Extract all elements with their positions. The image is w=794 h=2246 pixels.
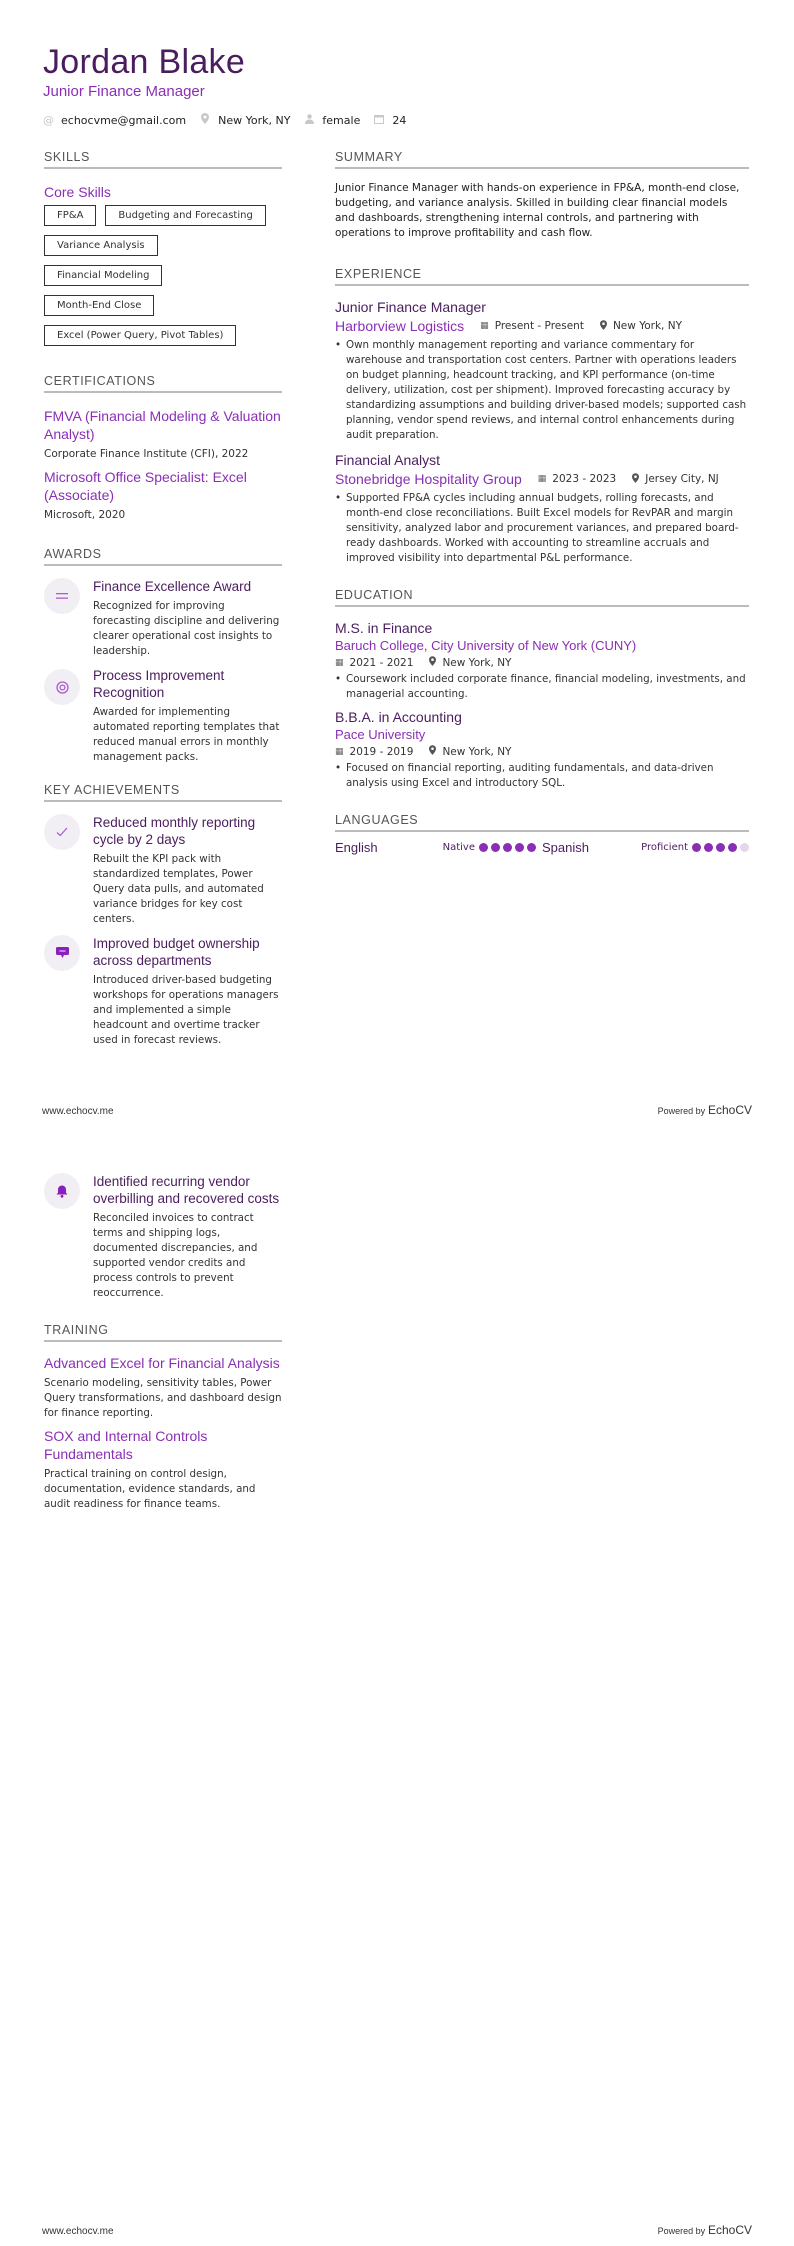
job-bullet: • Own monthly management reporting and variance commentary for warehouse and transportation cost centers. Partner with operations leaders on budget planning, headcount tracking, and KPI performance (on-time delivery, utilization, cost per shipment). Improved forecasting accuracy by standardizing assumptions and building driver-based models; supported cash planning, vendor spend reviews, and internal control enhancements during audit preparation. (335, 338, 749, 443)
award-title: Finance Excellence Award (93, 579, 252, 594)
skills-group-title: Core Skills (44, 184, 111, 200)
education-dates-text: 2019 - 2019 (349, 745, 414, 758)
job-entry (335, 298, 749, 443)
achievement-title: Improved budget ownership across departments (93, 936, 260, 968)
proficiency-dots (692, 843, 749, 852)
education-meta (335, 745, 749, 758)
training-desc: Practical training on control design, documentation, evidence standards, and audit readiness for finance teams. (44, 1468, 256, 1510)
education-meta (335, 656, 749, 669)
certifications-heading: CERTIFICATIONS (44, 374, 282, 393)
check-icon (44, 814, 80, 850)
location-text: New York, NY (218, 113, 291, 127)
award-title: Process Improvement Recognition (93, 668, 225, 700)
education-dates-text: 2021 - 2021 (349, 656, 414, 669)
awards-section (44, 547, 282, 765)
map-pin-icon (429, 656, 436, 669)
education-bullet: • Focused on financial reporting, auditing fundamentals, and data-driven analysis using Excel and introductory SQL. (335, 761, 749, 791)
right-column (335, 150, 749, 855)
job-bullet: • Supported FP&A cycles including annual budgets, rolling forecasts, and month-end close reconciliations. Built Excel models for RevPAR and margin sensitivity, analyzed labor and procurement variances, and prepared board-ready dashboards. Worked with accounting to streamline accruals and improved visibility into departmental P&L performance. (335, 491, 749, 566)
footer-powered (658, 1103, 752, 1117)
dot-filled (704, 843, 713, 852)
education-location-text: New York, NY (442, 745, 512, 758)
education-bullets (335, 672, 749, 702)
job-meta (335, 317, 749, 335)
person-icon (304, 114, 314, 127)
achievement-item (44, 935, 282, 1048)
page-footer (42, 2223, 752, 2237)
left-column (44, 150, 282, 1056)
job-location (632, 473, 719, 486)
achievement-desc: Reconciled invoices to contract terms and shipping logs, documented discrepancies, and supported vendor credits and process controls to prevent reoccurrence. (93, 1212, 258, 1299)
candidate-title: Junior Finance Manager (43, 83, 205, 100)
education-bullet: • Coursework included corporate finance, financial modeling, investments, and managerial accounting. (335, 672, 749, 702)
award-item (44, 578, 282, 659)
job-dates-text: Present - Present (494, 320, 584, 332)
dot-filled (479, 843, 488, 852)
certifications-section (44, 374, 282, 523)
school: Baruch College, City University of New York (CUNY) (335, 638, 637, 653)
languages-heading: LANGUAGES (335, 813, 749, 832)
calendar-icon (374, 114, 384, 127)
education-section (335, 588, 749, 791)
dot-filled (491, 843, 500, 852)
summary-text: Junior Finance Manager with hands-on experience in FP&A, month-end close, budgeting, and variance analysis. Skilled in building clear financial models and dashboards, strengthening internal controls, and partnering with operations to improve profitability and cash flow. (335, 182, 740, 239)
job-meta (335, 470, 749, 488)
map-pin-icon (429, 745, 436, 758)
achievement-desc: Rebuilt the KPI pack with standardized templates, Power Query data pulls, and automated variance bridges for key cost centers. (93, 853, 264, 925)
language-name: English (335, 840, 378, 855)
training-heading: TRAINING (44, 1323, 282, 1342)
at-icon (44, 669, 80, 705)
resume-header (43, 42, 420, 127)
certification-item (44, 468, 282, 523)
age-text: 24 (392, 113, 407, 127)
experience-heading: EXPERIENCE (335, 267, 749, 286)
dot-filled (728, 843, 737, 852)
job-bullets (335, 338, 749, 443)
experience-section (335, 267, 749, 566)
certification-issuer: Microsoft, 2020 (44, 509, 126, 521)
skill-tag: FP&A (44, 205, 96, 226)
language-item (335, 840, 536, 855)
skill-tag: Variance Analysis (44, 235, 158, 256)
job-location-text: New York, NY (612, 320, 682, 332)
page-footer (42, 1103, 752, 1117)
contact-row (43, 113, 420, 127)
degree: M.S. in Finance (335, 620, 433, 636)
calendar-icon: ▦ (537, 474, 547, 484)
brand-logo[interactable]: EchoCV (707, 2223, 752, 2237)
proficiency-dots (479, 843, 536, 852)
awards-heading: AWARDS (44, 547, 282, 566)
at-icon: @ (43, 113, 54, 127)
job-entry (335, 451, 749, 566)
achievements-section (44, 783, 282, 1048)
school: Pace University (335, 727, 426, 742)
dot-filled (515, 843, 524, 852)
job-role: Financial Analyst (335, 452, 441, 468)
skill-tag: Budgeting and Forecasting (105, 205, 265, 226)
job-company: Harborview Logistics (335, 318, 465, 334)
education-dates (335, 657, 413, 669)
contact-gender (304, 114, 360, 127)
education-entry (335, 619, 749, 702)
email-text: echocvme@gmail.com (61, 113, 187, 127)
education-location (429, 745, 511, 758)
dot-filled (692, 843, 701, 852)
education-heading: EDUCATION (335, 588, 749, 607)
training-title: SOX and Internal Controls Fundamentals (44, 1428, 208, 1462)
summary-section (335, 150, 749, 241)
achievement-item (44, 1173, 282, 1301)
skill-tag: Month-End Close (44, 295, 154, 316)
summary-heading: SUMMARY (335, 150, 749, 169)
language-list (335, 840, 749, 855)
resume-page-2 (0, 1123, 794, 2246)
map-pin-icon (200, 113, 210, 127)
calendar-icon: ▦ (335, 746, 344, 757)
brand-logo[interactable]: EchoCV (707, 1103, 752, 1117)
skills-section (44, 150, 282, 346)
award-item (44, 667, 282, 765)
chat-bubble-icon (44, 935, 80, 971)
footer-powered (658, 2223, 752, 2237)
contact-location (200, 113, 290, 127)
equals-icon (44, 578, 80, 614)
training-item (44, 1354, 282, 1421)
achievement-item (44, 814, 282, 927)
achievement-title: Identified recurring vendor overbilling and recovered costs (93, 1174, 280, 1206)
education-dates (335, 746, 413, 758)
footer-site-link[interactable]: www.echocv.me (42, 1106, 114, 1117)
powered-by-text: Powered by (657, 2226, 706, 2236)
award-desc: Awarded for implementing automated reporting templates that reduced manual errors in monthly management packs. (93, 706, 280, 763)
candidate-name: Jordan Blake (43, 43, 246, 81)
job-location-text: Jersey City, NJ (645, 473, 719, 485)
map-pin-icon (600, 320, 607, 333)
job-dates-text: 2023 - 2023 (552, 473, 617, 485)
job-dates (538, 473, 616, 485)
degree: B.B.A. in Accounting (335, 709, 462, 725)
skill-tag: Financial Modeling (44, 265, 162, 286)
job-dates (480, 320, 584, 332)
calendar-icon: ▦ (335, 657, 344, 668)
certification-item (44, 407, 282, 462)
dot-filled (527, 843, 536, 852)
map-pin-icon (632, 473, 639, 486)
language-level: Native (442, 842, 475, 853)
achievements-heading: KEY ACHIEVEMENTS (44, 783, 282, 802)
certification-name: FMVA (Financial Modeling & Valuation Analyst) (44, 408, 281, 442)
education-location (429, 656, 511, 669)
job-bullets (335, 491, 749, 566)
skill-tags (44, 205, 282, 346)
certification-name: Microsoft Office Specialist: Excel (Associate) (44, 469, 247, 503)
education-location-text: New York, NY (442, 656, 512, 669)
language-name: Spanish (542, 840, 589, 855)
training-item (44, 1427, 282, 1512)
training-section (44, 1323, 282, 1512)
job-company: Stonebridge Hospitality Group (335, 471, 522, 487)
dot-empty (740, 843, 749, 852)
skill-tag: Excel (Power Query, Pivot Tables) (44, 325, 236, 346)
achievement-title: Reduced monthly reporting cycle by 2 days (93, 815, 256, 847)
education-entry (335, 708, 749, 791)
language-item (542, 840, 749, 855)
education-bullets (335, 761, 749, 791)
contact-age (374, 114, 406, 127)
achievement-desc: Introduced driver-based budgeting workshops for operations managers and implemented a simple headcount and overtime tracker used in forecast reviews. (93, 974, 279, 1046)
certification-issuer: Corporate Finance Institute (CFI), 2022 (44, 448, 249, 460)
job-location (600, 320, 682, 333)
calendar-icon: ▦ (480, 321, 489, 331)
languages-section (335, 813, 749, 855)
gender-text: female (322, 113, 361, 127)
training-title: Advanced Excel for Financial Analysis (44, 1355, 280, 1371)
bell-icon (44, 1173, 80, 1209)
dot-filled (503, 843, 512, 852)
powered-by-text: Powered by (657, 1106, 706, 1116)
language-level: Proficient (641, 842, 688, 853)
award-desc: Recognized for improving forecasting discipline and delivering clearer operational cost insights to leadership. (93, 600, 280, 657)
footer-site-link[interactable]: www.echocv.me (42, 2226, 114, 2237)
left-column-continued (44, 1173, 282, 1512)
training-desc: Scenario modeling, sensitivity tables, Power Query transformations, and dashboard design for finance reporting. (44, 1377, 282, 1419)
job-role: Junior Finance Manager (335, 299, 486, 315)
contact-email[interactable] (43, 114, 186, 127)
skills-heading: SKILLS (44, 150, 282, 169)
dot-filled (716, 843, 725, 852)
